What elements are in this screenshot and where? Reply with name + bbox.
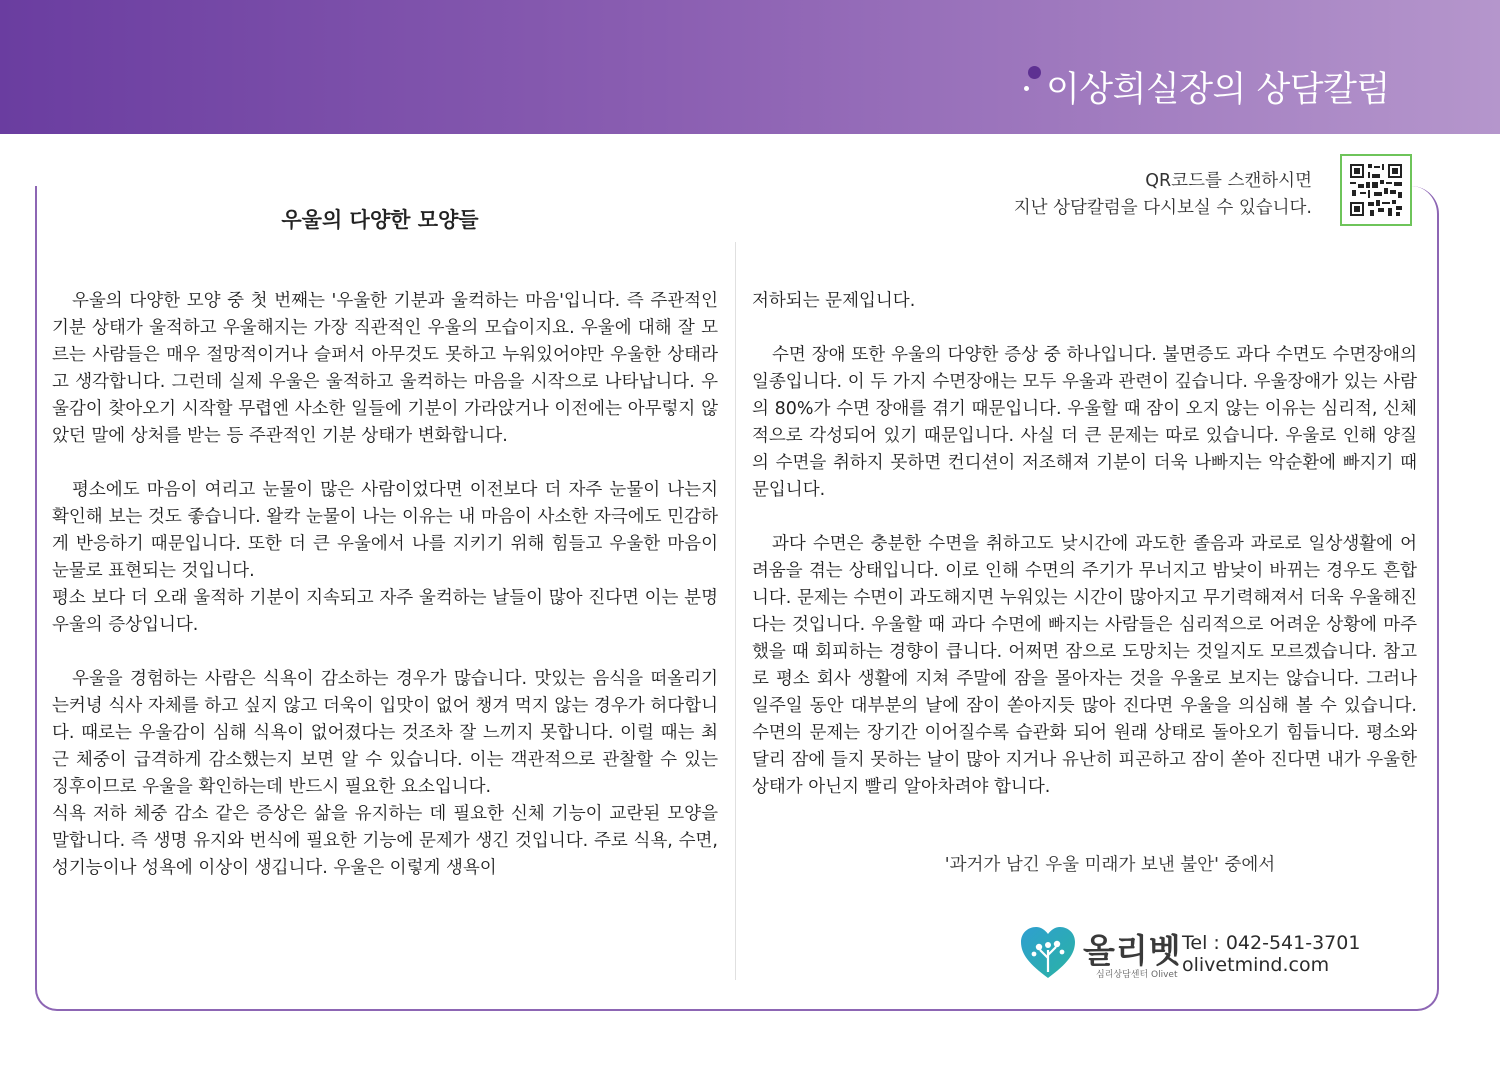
paragraph: 과다 수면은 충분한 수면을 취하고도 낮시간에 과도한 졸음과 과로로 일상생활에 어려움을 겪는 상태입니다. 이로 인해 수면의 주기가 무너지고 밤낮이 바뀌는 경우도 흔합니다. 문제는 수면이 과도해지면 누워있는 시간이 많아지고 무기력해져서 더욱 우울해진다는 것입니다. 우울할 때 과다 수면에 빠지는 사람들은 심리적으로 어려운 상황에 마주했을 때 회피하는 경향이 큽니다. 어쩌면 잠으로 도망치는 것일지도 모르겠습니다. 참고로 평소 회사 생활에 지쳐 주말에 잠을 몰아자는 것을 우울로 보지는 않습니다. 그러나 일주일 동안 대부분의 날에 잠이 쏟아지듯 많아 진다면 우울을 의심해 볼 수 있습니다. 수면의 문제는 장기간 이어질수록 습관화 되어 원래 상태로 돌아오기 힘듭니다. 평소와 달리 잠에 들지 못하는 날이 많아 지거나 유난히 피곤하고 잠이 쏟아 진다면 내가 우울한 상태가 아닌지 빨리 알아차려야 합니다. bbox=[752, 534, 1417, 797]
logo-subtitle: 심리상담센터 Olivet bbox=[1096, 970, 1178, 980]
contact-info bbox=[1182, 932, 1360, 976]
paragraph: 수면 장애 또한 우울의 다양한 증상 중 하나입니다. 불면증도 과다 수면도 수면장애의 일종입니다. 이 두 가지 수면장애는 모두 우울과 관련이 깊습니다. 우울장애가 있는 사람의 80%가 수면 장애를 겪기 때문입니다. 우울할 때 잠이 오지 않는 이유는 심리적, 신체적으로 각성되어 있기 때문입니다. 사실 더 큰 문제는 따로 있습니다. 우울로 인해 양질의 수면을 취하지 못하면 컨디션이 저조해져 기분이 더욱 나빠지는 악순환에 빠지기 때문입니다. bbox=[752, 345, 1417, 500]
qr-caption-line1: QR코드를 스캔하시면 bbox=[1145, 171, 1312, 191]
bullet-small-dot-icon bbox=[1024, 86, 1029, 91]
header-banner bbox=[0, 0, 1500, 134]
paragraph: 평소에도 마음이 여리고 눈물이 많은 사람이었다면 이전보다 더 자주 눈물이 나는지 확인해 보는 것도 좋습니다. 왈칵 눈물이 나는 이유는 내 마음이 사소한 자극에도 민감하게 반응하기 때문입니다. 또한 더 큰 우울에서 나를 지키기 위해 힘들고 우울한 마음이 눈물로 표현되는 것입니다. bbox=[52, 480, 718, 581]
paragraph: 저하되는 문제입니다. bbox=[752, 291, 916, 311]
qr-code-icon[interactable] bbox=[1340, 154, 1412, 226]
article-source: '과거가 남긴 우울 미래가 보낸 불안' 중에서 bbox=[944, 855, 1276, 875]
qr-caption bbox=[960, 168, 1312, 222]
article-left-column bbox=[52, 288, 718, 882]
logo-name: 올리벳 bbox=[1083, 931, 1182, 970]
qr-caption-line2: 지난 상담칼럼을 다시보실 수 있습니다. bbox=[1013, 198, 1312, 218]
phone-number: Tel : 042-541-3701 bbox=[1182, 932, 1361, 954]
heart-tree-logo-icon bbox=[1019, 926, 1077, 980]
website-link[interactable]: olivetmind.com bbox=[1182, 954, 1330, 976]
article-title: 우울의 다양한 모양들 bbox=[281, 208, 479, 232]
paragraph: 우울을 경험하는 사람은 식욕이 감소하는 경우가 많습니다. 맛있는 음식을 떠올리기는커녕 식사 자체를 하고 싶지 않고 더욱이 입맛이 없어 챙겨 먹지 않는 경우가 허다합니다. 때로는 우울감이 심해 식욕이 없어졌다는 것조차 잘 느끼지 못합니다. 이럴 때는 최근 체중이 급격하게 감소했는지 보면 알 수 있습니다. 이는 객관적으로 관찰할 수 있는 징후이므로 우울을 확인하는데 반드시 필요한 요소입니다. bbox=[52, 669, 718, 797]
article-right-column bbox=[752, 288, 1417, 801]
column-divider bbox=[735, 242, 736, 980]
paragraph: 식욕 저하 체중 감소 같은 증상은 삶을 유지하는 데 필요한 신체 기능이 교란된 모양을 말합니다. 즉 생명 유지와 번식에 필요한 기능에 문제가 생긴 것입니다. 주로 식욕, 수면, 성기능이나 성욕에 이상이 생깁니다. 우울은 이렇게 생욕이 bbox=[52, 804, 718, 878]
paragraph: 우울의 다양한 모양 중 첫 번째는 '우울한 기분과 울컥하는 마음'입니다. 즉 주관적인 기분 상태가 울적하고 우울해지는 가장 직관적인 우울의 모습이지요. 우울에 대해 잘 모르는 사람들은 매우 절망적이거나 슬퍼서 아무것도 못하고 누워있어야만 우울한 상태라고 생각합니다. 그런데 실제 우울은 울적하고 울컥하는 마음을 시작으로 나타납니다. 우울감이 찾아오기 시작할 무렵엔 사소한 일들에 기분이 가라앉거나 이전에는 아무렇지 않았던 말에 상처를 받는 등 주관적인 기분 상태가 변화합니다. bbox=[52, 291, 718, 446]
bullet-dot-icon bbox=[1028, 66, 1041, 79]
paragraph: 평소 보다 더 오래 울적하 기분이 지속되고 자주 울컥하는 날들이 많아 진다면 이는 분명 우울의 증상입니다. bbox=[52, 588, 718, 635]
column-title: 이상희실장의 상담칼럼 bbox=[1046, 70, 1390, 110]
